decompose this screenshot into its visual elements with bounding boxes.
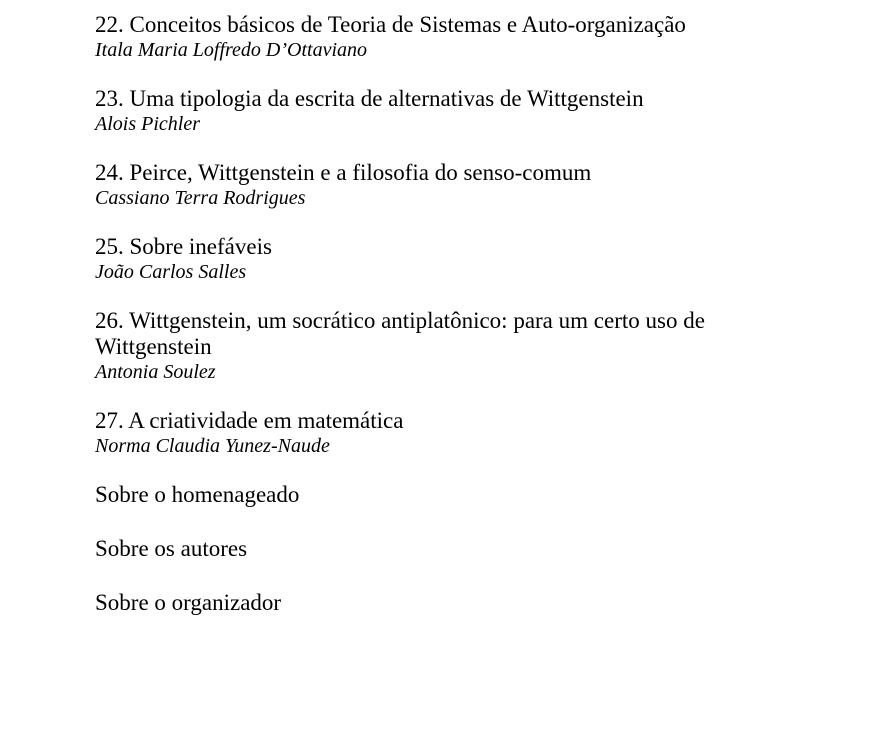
chapter-title: 26. Wittgenstein, um socrático antiplatônico: para um certo uso de Wittgenstein — [95, 308, 705, 359]
toc-entry-26 — [95, 308, 795, 384]
chapter-author: João Carlos Salles — [95, 261, 247, 283]
back-matter-about-authors: Sobre os autores — [95, 536, 248, 561]
toc-entry-24 — [95, 160, 795, 210]
chapter-author: Norma Claudia Yunez-Naude — [95, 435, 330, 457]
toc-entry-25 — [95, 234, 795, 284]
chapter-title: 23. Uma tipologia da escrita de alternativas de Wittgenstein — [95, 86, 644, 111]
toc-entry-22 — [95, 12, 795, 62]
table-of-contents — [95, 12, 795, 644]
chapter-author: Cassiano Terra Rodrigues — [95, 187, 306, 209]
chapter-author: Itala Maria Loffredo D’Ottaviano — [95, 39, 368, 61]
chapter-author: Alois Pichler — [95, 113, 200, 135]
chapter-title: 27. A criatividade em matemática — [95, 408, 404, 433]
toc-entry-27 — [95, 408, 795, 458]
chapter-title: 22. Conceitos básicos de Teoria de Sistemas e Auto-organização — [95, 12, 686, 37]
chapter-author: Antonia Soulez — [95, 361, 216, 383]
toc-entry-23 — [95, 86, 795, 136]
back-matter-about-organizer: Sobre o organizador — [95, 590, 282, 615]
back-matter-about-honoree: Sobre o homenageado — [95, 482, 300, 507]
chapter-title: 24. Peirce, Wittgenstein e a filosofia do senso-comum — [95, 160, 592, 185]
chapter-title: 25. Sobre inefáveis — [95, 234, 272, 259]
